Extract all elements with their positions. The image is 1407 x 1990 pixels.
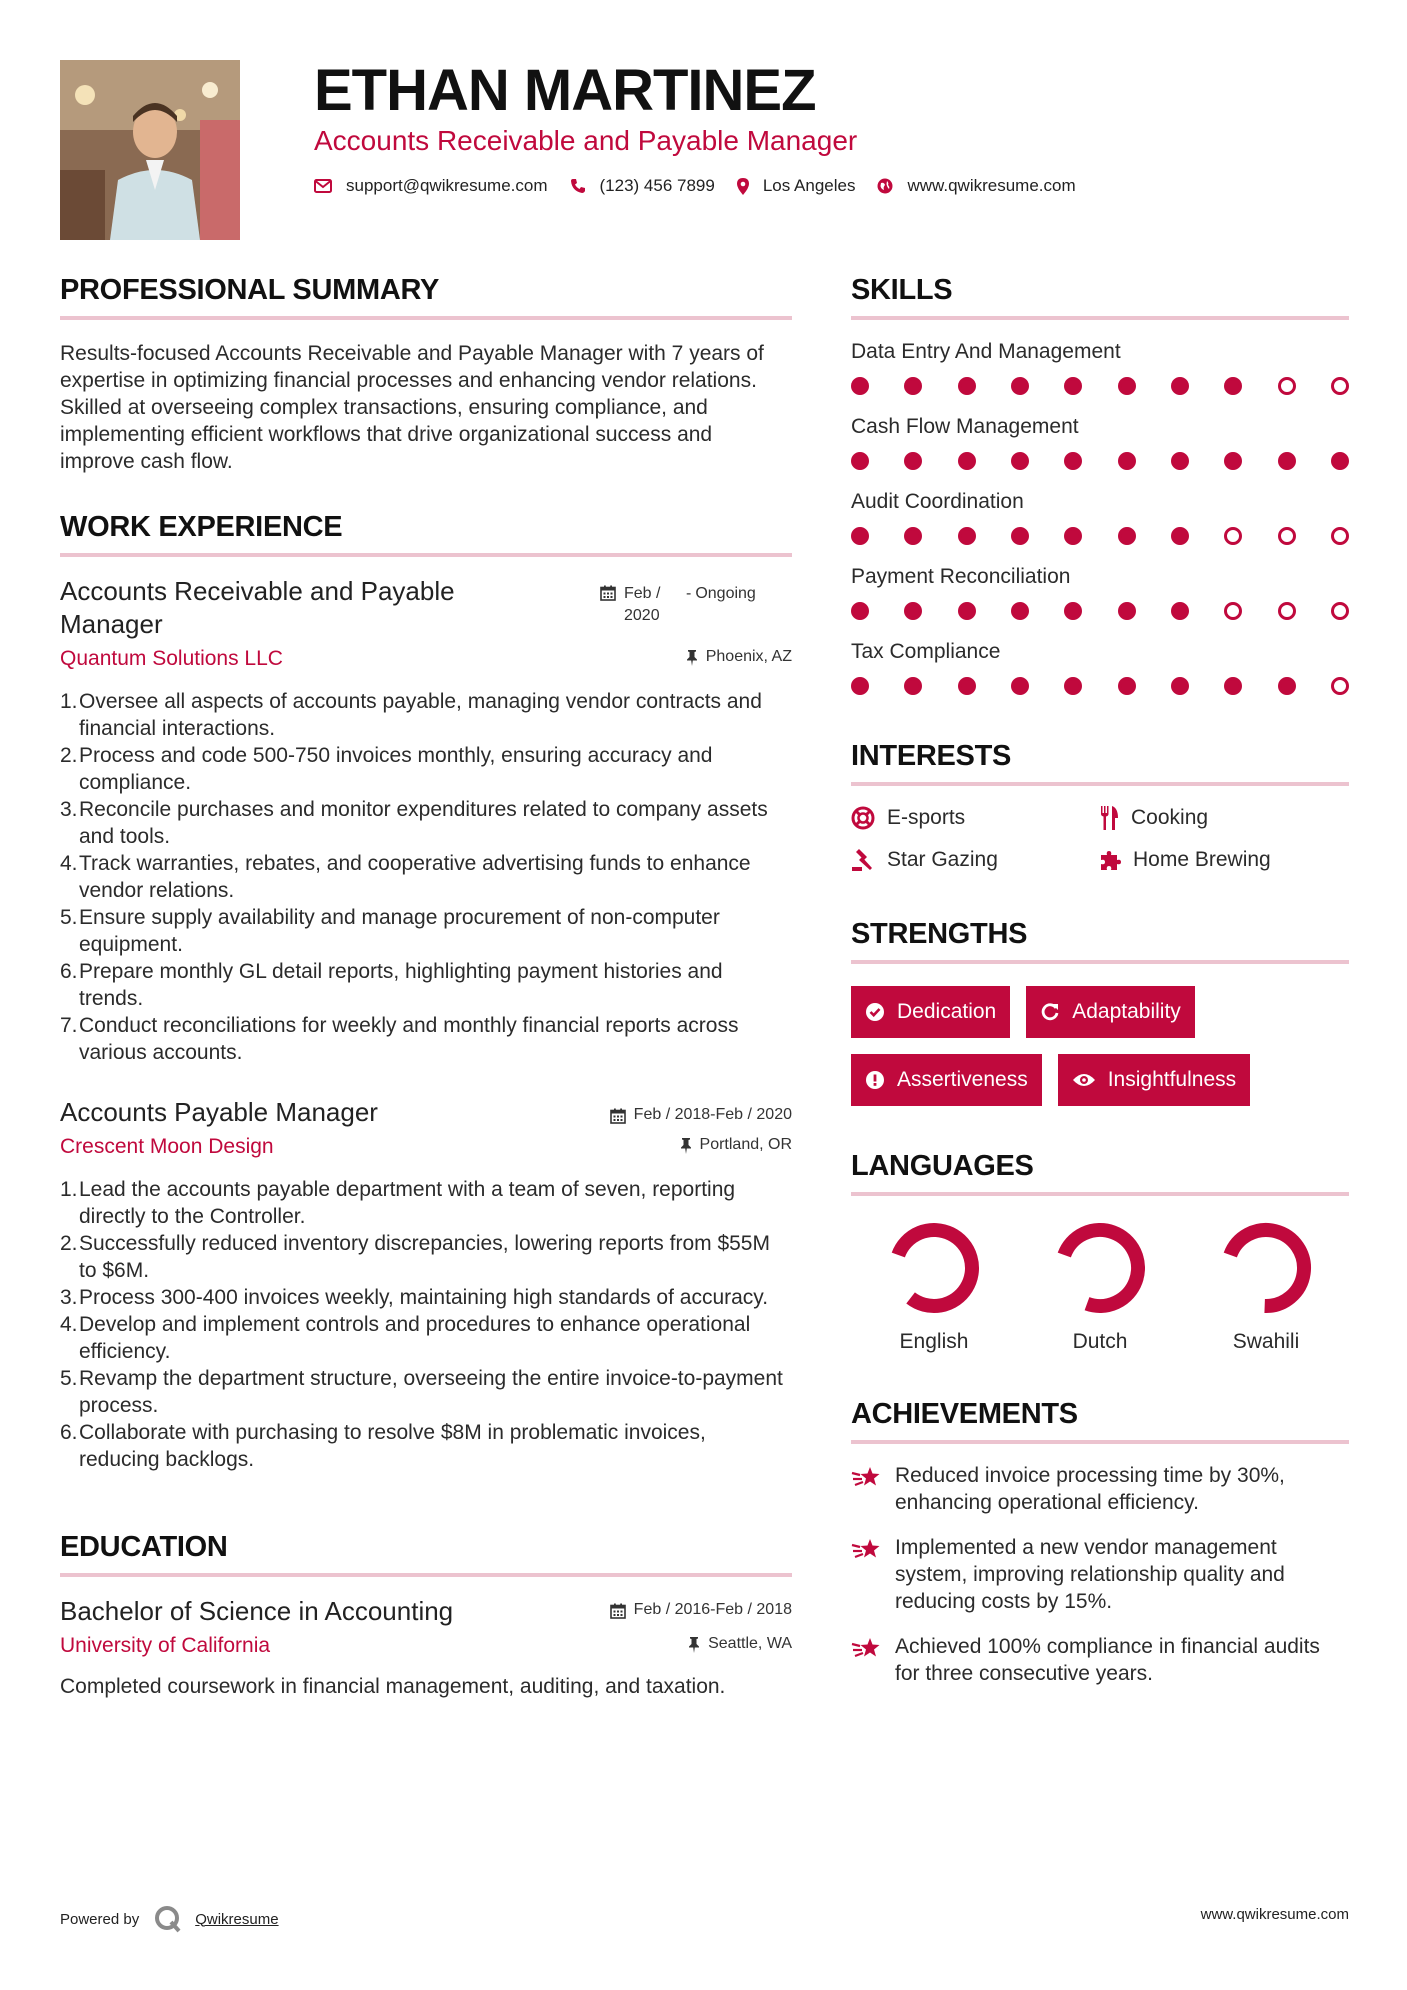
strength-badge <box>851 986 1010 1038</box>
footer-powered-by <box>60 1904 279 1934</box>
summary-heading: PROFESSIONAL SUMMARY <box>60 274 440 306</box>
language-item <box>1017 1220 1183 1354</box>
job-date-end: Ongoing <box>695 585 756 602</box>
shooting-star-icon <box>851 1635 883 1661</box>
calendar-icon <box>610 1603 626 1619</box>
rating-dot-filled <box>1011 527 1029 545</box>
rating-dot-filled <box>1011 677 1029 695</box>
list-item: 3. Reconcile purchases and monitor expenditures related to company assets and tools. <box>60 798 768 848</box>
interest-item <box>1099 848 1349 872</box>
rating-dot-filled <box>1171 602 1189 620</box>
section-divider <box>60 1573 792 1577</box>
rating-dot-filled <box>1171 677 1189 695</box>
utensils-icon <box>1099 806 1119 830</box>
rating-dot-empty <box>1331 602 1349 620</box>
job-date-text: Feb / 2018-Feb / 2020 <box>633 1106 792 1123</box>
rating-dot-filled <box>1224 677 1242 695</box>
refresh-icon <box>1040 1002 1060 1022</box>
eye-icon <box>1072 1072 1096 1088</box>
education-section <box>60 1529 792 1700</box>
language-label: Dutch <box>1072 1330 1128 1353</box>
rating-dot-filled <box>1171 377 1189 395</box>
rating-dot-empty <box>1224 602 1242 620</box>
education-date <box>610 1601 792 1619</box>
languages-list <box>851 1220 1349 1354</box>
languages-heading: LANGUAGES <box>851 1150 1034 1182</box>
globe-icon <box>877 178 893 194</box>
pushpin-icon <box>688 1637 700 1653</box>
language-level-arc <box>1064 1230 1138 1306</box>
language-gauge <box>1052 1220 1148 1316</box>
education-location <box>688 1635 792 1653</box>
skill-name: Data Entry And Management <box>851 340 1121 363</box>
qwikresume-link[interactable]: Qwikresume <box>195 1910 279 1928</box>
rating-dot-filled <box>851 377 869 395</box>
experience-section <box>60 509 792 1473</box>
rating-dot-filled <box>958 677 976 695</box>
list-item: 1. Lead the accounts payable department with a team of seven, reporting directly to the Controller. <box>60 1178 736 1228</box>
section-divider <box>851 1440 1349 1444</box>
section-divider <box>851 782 1349 786</box>
contact-bar <box>314 176 1098 196</box>
achievements-section <box>851 1396 1349 1687</box>
rating-dot-filled <box>1064 377 1082 395</box>
language-label: Swahili <box>1232 1330 1300 1353</box>
achievements-list <box>851 1462 1349 1687</box>
check-circle-icon <box>865 1002 885 1022</box>
phone-icon <box>570 178 586 194</box>
contact-phone[interactable] <box>570 176 715 196</box>
list-item: 6. Prepare monthly GL detail reports, highlighting payment histories and trends. <box>60 960 723 1010</box>
skills-list <box>851 338 1349 698</box>
strength-badge <box>1026 986 1195 1038</box>
skill-item <box>851 413 1349 488</box>
date-separator: - <box>686 585 692 602</box>
right-column <box>851 272 1349 1687</box>
rating-dot-filled <box>851 602 869 620</box>
achievement-text: Implemented a new vendor management system, improving relationship quality and reducing costs by 15%. <box>895 1536 1285 1613</box>
section-divider <box>851 960 1349 964</box>
interest-label: E-sports <box>887 806 966 829</box>
rating-dot-filled <box>1118 677 1136 695</box>
job-location-text: Portland, OR <box>699 1136 792 1153</box>
strength-label: Dedication <box>897 1000 997 1023</box>
calendar-icon <box>600 585 616 601</box>
skill-rating <box>851 377 1349 395</box>
phone-text: (123) 456 7899 <box>599 176 715 195</box>
candidate-name: ETHAN MARTINEZ <box>314 58 816 123</box>
location-text: Los Angeles <box>762 176 856 195</box>
strength-label: Insightfulness <box>1107 1068 1237 1091</box>
rating-dot-filled <box>958 602 976 620</box>
qwikresume-logo-icon <box>153 1904 183 1934</box>
rating-dot-filled <box>1118 602 1136 620</box>
map-pin-icon <box>737 178 749 195</box>
degree-title: Bachelor of Science in Accounting <box>60 1596 454 1626</box>
section-divider <box>60 553 792 557</box>
education-description: Completed coursework in financial management, auditing, and taxation. <box>60 1675 726 1698</box>
language-gauge <box>1218 1220 1314 1316</box>
language-item <box>851 1220 1017 1354</box>
rating-dot-empty <box>1331 677 1349 695</box>
rating-dot-filled <box>1011 452 1029 470</box>
strength-label: Assertiveness <box>897 1068 1028 1091</box>
job-location-text: Phoenix, AZ <box>705 648 792 665</box>
rating-dot-filled <box>1011 602 1029 620</box>
rating-dot-filled <box>1118 377 1136 395</box>
job-entry <box>60 1096 792 1473</box>
rating-dot-filled <box>851 677 869 695</box>
rating-dot-filled <box>1278 452 1296 470</box>
rating-dot-empty <box>1278 377 1296 395</box>
job-bullets <box>60 688 792 1066</box>
education-heading: EDUCATION <box>60 1531 228 1563</box>
job-date <box>600 583 792 627</box>
company-name: Crescent Moon Design <box>60 1135 274 1158</box>
shooting-star-icon <box>851 1464 883 1490</box>
skill-name: Tax Compliance <box>851 640 1001 663</box>
rating-dot-filled <box>1118 527 1136 545</box>
rating-dot-filled <box>904 602 922 620</box>
skills-heading: SKILLS <box>851 274 953 306</box>
rating-dot-filled <box>1011 377 1029 395</box>
list-item: 4. Track warranties, rebates, and cooperative advertising funds to enhance vendor relations. <box>60 852 751 902</box>
school-name: University of California <box>60 1634 271 1657</box>
language-item <box>1183 1220 1349 1354</box>
job-title: Accounts Payable Manager <box>60 1097 378 1127</box>
contact-location <box>737 176 856 196</box>
achievement-item <box>851 1534 1349 1615</box>
interests-list <box>851 806 1349 872</box>
job-location <box>686 648 792 666</box>
rating-dot-filled <box>904 452 922 470</box>
contact-email[interactable] <box>314 176 548 196</box>
rating-dot-filled <box>958 452 976 470</box>
list-item: 7. Conduct reconciliations for weekly and monthly financial reports across various accounts. <box>60 1014 739 1064</box>
rating-dot-filled <box>1064 452 1082 470</box>
language-gauge <box>886 1220 982 1316</box>
candidate-title: Accounts Receivable and Payable Manager <box>314 125 858 156</box>
strengths-section <box>851 916 1349 1122</box>
job-location <box>680 1136 792 1154</box>
job-date-start: Feb / 2020 <box>624 585 661 624</box>
puzzle-icon <box>1099 849 1121 871</box>
rating-dot-empty <box>1278 527 1296 545</box>
skills-section <box>851 272 1349 698</box>
rating-dot-empty <box>1278 602 1296 620</box>
website-text: www.qwikresume.com <box>907 176 1076 195</box>
rating-dot-filled <box>904 377 922 395</box>
rating-dot-filled <box>1224 377 1242 395</box>
powered-by-text: Powered by <box>60 1910 140 1928</box>
profile-photo <box>60 60 240 240</box>
list-item: 2. Process and code 500-750 invoices monthly, ensuring accuracy and compliance. <box>60 744 713 794</box>
section-divider <box>851 1192 1349 1196</box>
rating-dot-filled <box>851 527 869 545</box>
skill-rating <box>851 677 1349 695</box>
achievement-item <box>851 1633 1349 1687</box>
interests-heading: INTERESTS <box>851 740 1012 772</box>
rating-dot-filled <box>904 677 922 695</box>
education-date-text: Feb / 2016-Feb / 2018 <box>633 1601 792 1618</box>
email-text: support@qwikresume.com <box>346 176 548 195</box>
language-level-arc <box>898 1230 972 1306</box>
list-item: 5. Ensure supply availability and manage procurement of non-computer equipment. <box>60 906 720 956</box>
rating-dot-empty <box>1331 377 1349 395</box>
pushpin-icon <box>680 1138 692 1154</box>
list-item: 2. Successfully reduced inventory discrepancies, lowering reports from $55M to $6M. <box>60 1232 770 1282</box>
strengths-list <box>851 986 1349 1122</box>
achievements-heading: ACHIEVEMENTS <box>851 1398 1078 1430</box>
rating-dot-filled <box>1064 527 1082 545</box>
exclamation-circle-icon <box>865 1070 885 1090</box>
list-item: 3. Process 300-400 invoices weekly, maintaining high standards of accuracy. <box>60 1286 769 1309</box>
rating-dot-filled <box>1064 677 1082 695</box>
rating-dot-filled <box>851 452 869 470</box>
skill-item <box>851 338 1349 413</box>
section-divider <box>60 316 792 320</box>
strengths-heading: STRENGTHS <box>851 918 1028 950</box>
rating-dot-filled <box>1171 452 1189 470</box>
job-date <box>610 1106 792 1124</box>
rating-dot-filled <box>1171 527 1189 545</box>
skill-item <box>851 488 1349 563</box>
skill-item <box>851 563 1349 638</box>
list-item: 1. Oversee all aspects of accounts payable, managing vendor contracts and financial interactions. <box>60 690 762 740</box>
job-bullets <box>60 1176 792 1473</box>
summary-section <box>60 272 792 475</box>
interest-label: Cooking <box>1131 806 1209 829</box>
language-label: English <box>899 1330 969 1353</box>
rating-dot-filled <box>958 527 976 545</box>
education-location-text: Seattle, WA <box>708 1635 792 1652</box>
skill-name: Audit Coordination <box>851 490 1024 513</box>
education-entry <box>60 1595 792 1700</box>
rating-dot-filled <box>1331 452 1349 470</box>
skill-rating <box>851 527 1349 545</box>
rating-dot-empty <box>1224 527 1242 545</box>
strength-badge <box>851 1054 1042 1106</box>
gavel-icon <box>851 848 875 872</box>
interest-label: Star Gazing <box>887 848 998 871</box>
contact-website[interactable] <box>877 176 1075 196</box>
strength-badge <box>1058 1054 1250 1106</box>
list-item: 4. Develop and implement controls and procedures to enhance operational efficiency. <box>60 1313 751 1363</box>
shooting-star-icon <box>851 1536 883 1562</box>
list-item: 5. Revamp the department structure, overseeing the entire invoice-to-payment process. <box>60 1367 783 1417</box>
rating-dot-empty <box>1331 527 1349 545</box>
rating-dot-filled <box>1064 602 1082 620</box>
strength-label: Adaptability <box>1072 1000 1181 1023</box>
skill-rating <box>851 602 1349 620</box>
list-item: 6. Collaborate with purchasing to resolve $8M in problematic invoices, reducing backlogs. <box>60 1421 706 1471</box>
rating-dot-filled <box>1278 677 1296 695</box>
skill-rating <box>851 452 1349 470</box>
job-entry <box>60 575 792 1066</box>
experience-heading: WORK EXPERIENCE <box>60 511 343 543</box>
interest-item <box>1099 806 1349 830</box>
footer-website[interactable]: www.qwikresume.com <box>1200 1906 1349 1923</box>
company-name: Quantum Solutions LLC <box>60 647 283 670</box>
interest-item <box>851 806 1099 830</box>
lifebuoy-icon <box>851 806 875 830</box>
language-level-arc <box>1230 1230 1304 1306</box>
languages-section <box>851 1148 1349 1354</box>
pushpin-icon <box>686 650 698 666</box>
interest-label: Home Brewing <box>1133 848 1271 871</box>
rating-dot-filled <box>1224 452 1242 470</box>
section-divider <box>851 316 1349 320</box>
achievement-text: Reduced invoice processing time by 30%, enhancing operational efficiency. <box>895 1464 1285 1514</box>
calendar-icon <box>610 1108 626 1124</box>
interest-item <box>851 848 1099 872</box>
rating-dot-filled <box>1118 452 1136 470</box>
envelope-icon <box>314 179 332 193</box>
skill-name: Cash Flow Management <box>851 415 1079 438</box>
rating-dot-filled <box>958 377 976 395</box>
summary-text: Results-focused Accounts Receivable and Payable Manager with 7 years of expertise in optimizing financial processes and enhancing vendor relations. Skilled at overseeing complex transactions, ensuring compliance, and implementing efficient workflows that drive organizational success and improve cash flow. <box>60 342 764 473</box>
achievement-text: Achieved 100% compliance in financial audits for three consecutive years. <box>895 1635 1320 1685</box>
job-title: Accounts Receivable and Payable Manager <box>60 576 455 639</box>
interests-section <box>851 738 1349 872</box>
left-column <box>60 272 792 1700</box>
achievement-item <box>851 1462 1349 1516</box>
skill-name: Payment Reconciliation <box>851 565 1071 588</box>
skill-item <box>851 638 1349 698</box>
rating-dot-filled <box>904 527 922 545</box>
